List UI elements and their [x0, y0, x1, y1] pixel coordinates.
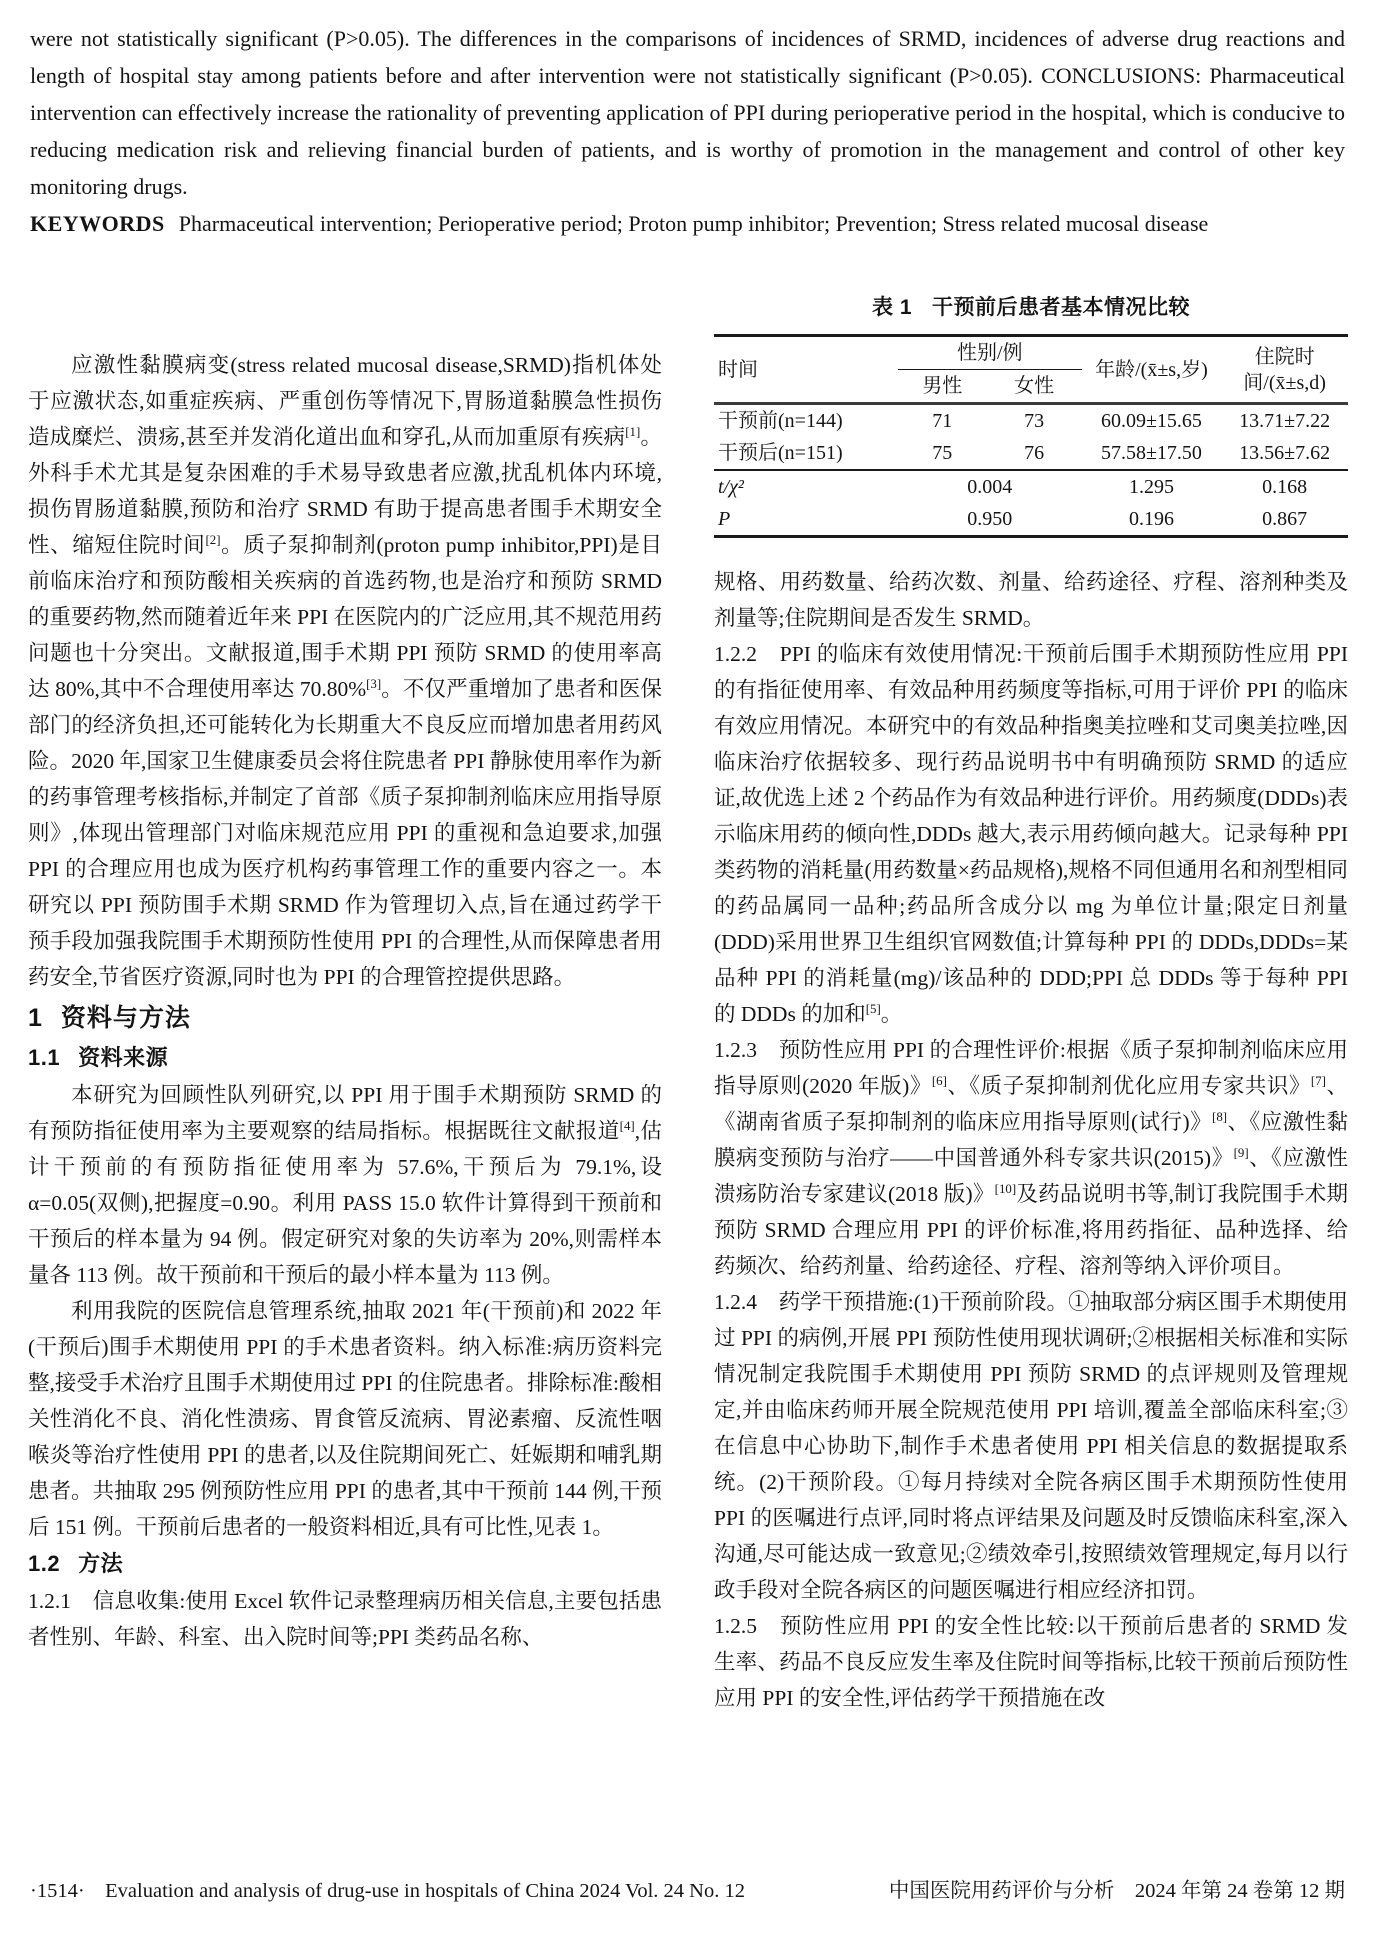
footer-left: ·1514· Evaluation and analysis of drug-use in hospitals of China 2024 Vol. 24 No. 12	[30, 1880, 745, 1902]
stat-row-p	[714, 503, 1348, 537]
stat-label: P	[718, 508, 731, 530]
col-header-female: 女性	[1014, 375, 1055, 397]
col-header-male: 男性	[922, 375, 963, 397]
abstract-section	[30, 20, 1345, 242]
page-footer	[30, 1876, 1345, 1906]
method-paragraph-1-2-2: 1.2.2 PPI 的临床有效使用情况:干预前后围手术期预防性应用 PPI 的有指征使用率、有效品种用药频度等指标,可用于评价 PPI 的临床有效应用情况。本研究中的有效品种指奥美拉唑和艾司奥美拉唑,因临床治疗依据较多、现行药品说明书中有明确预防 SRMD 的适应证,故优选上述 2 个药品作为有效品种进行评价。用药频度(DDDs)表示临床用药的倾向性,DDDs 越大,表示用药倾向越大。记录每种 PPI 类药物的消耗量(用药数量×药品规格),规格不同但通用名和剂型相同的药品属同一品种;药品所含成分以 mg 为单位计量;限定日剂量(DDD)采用世界卫生组织官网数值;计算每种 PPI 的 DDDs,DDDs=某品种 PPI 的消耗量(mg)/该品种的 DDD;PPI 总 DDDs 等于每种 PPI 的 DDDs 的加和[5]。	[714, 642, 1348, 1026]
table-header	[714, 336, 1348, 404]
cell-female: 73	[1024, 410, 1045, 432]
cell-age: 60.09±15.65	[1100, 410, 1202, 432]
section-heading-1-1	[28, 1039, 662, 1077]
stat-row-t	[714, 470, 1348, 503]
intro-paragraph: 应激性黏膜病变(stress related mucosal disease,SRMD)指机体处于应激状态,如重症疾病、严重创伤等情况下,胃肠道黏膜急性损伤造成糜烂、溃疡,甚至并发消化道出血和穿孔,从而加重原有疾病[1]。外科手术尤其是复杂困难的手术易导致患者应激,扰乱机体内环境,损伤胃肠道黏膜,预防和治疗 SRMD 有助于提高患者围手术期安全性、缩短住院时间[2]。质子泵抑制剂(proton pump inhibitor,PPI)是目前临床治疗和预防酸相关疾病的首选药物,也是治疗和预防 SRMD 的重要药物,然而随着近年来 PPI 在医院内的广泛应用,其不规范用药问题也十分突出。文献报道,围手术期 PPI 预防 SRMD 的使用率高达 80%,其中不合理使用率达 70.80%[3]。不仅严重增加了患者和医保部门的经济负担,还可能转化为长期重大不良反应而增加患者用药风险。2020 年,国家卫生健康委员会将住院患者 PPI 静脉使用率作为新的药事管理考核指标,并制定了首部《质子泵抑制剂临床应用指导原则》,体现出管理部门对临床规范应用 PPI 的重视和急迫要求,加强 PPI 的合理应用也成为医疗机构药事管理工作的重要内容之一。本研究以 PPI 预防围手术期 SRMD 作为管理切入点,旨在通过药学干预手段加强我院围手术期预防性使用 PPI 的合理性,从而保障患者用药安全,节省医疗资源,同时也为 PPI 的合理管控提供思路。	[28, 353, 662, 989]
section-title: 方法	[78, 1551, 124, 1576]
stat-stay: 0.168	[1221, 470, 1348, 503]
col-header-stay: 住院时间/(x̄±s,d)	[1243, 345, 1326, 394]
table-1-grid	[714, 334, 1348, 538]
stat-label: t/χ²	[714, 470, 898, 503]
left-column	[28, 347, 662, 1655]
method-paragraph-1-2-4: 1.2.4 药学干预措施:(1)干预前阶段。①抽取部分病区围手术期使用过 PPI 的病例,开展 PPI 预防性使用现状调研;②根据相关标准和实际情况制定我院围手术期使用 PPI 预防 SRMD 的点评规则及管理规定,并由临床药师开展全院规范使用 PPI 培训,覆盖全部临床科室;③在信息中心协助下,制作手术患者使用 PPI 相关信息的数据提取系统。(2)干预阶段。①每月持续对全院各病区围手术期预防性使用 PPI 的医嘱进行点评,同时将点评结果及问题及时反馈临床科室,深入沟通,尽可能达成一致意见;②绩效牵引,按照绩效管理规定,每月以行政手段对全院各病区的问题医嘱进行相应经济扣罚。	[714, 1290, 1348, 1602]
section-number: 1.1	[28, 1045, 61, 1070]
footer-right: 中国医院用药评价与分析 2024 年第 24 卷第 12 期	[888, 1880, 1345, 1902]
table-number: 表 1	[871, 296, 912, 319]
section-number: 1.2	[28, 1551, 61, 1576]
row-label: 干预前(n=144)	[718, 410, 843, 432]
method-paragraph-continuation: 规格、用药数量、给药次数、剂量、给药途径、疗程、溶剂种类及剂量等;住院期间是否发生 SRMD。	[714, 570, 1348, 630]
section-heading-1-2	[28, 1545, 662, 1583]
right-column	[714, 288, 1348, 1716]
keywords-text: Pharmaceutical intervention; Perioperative period; Proton pump inhibitor; Prevention; Stress related mucosal disease	[178, 211, 1209, 236]
section-number: 1	[28, 1004, 43, 1032]
cell-female: 76	[1024, 442, 1045, 464]
stat-stay: 0.867	[1262, 508, 1308, 530]
method-paragraph-1-2-3: 1.2.3 预防性应用 PPI 的合理性评价:根据《质子泵抑制剂临床应用指导原则(2020 年版)》[6]、《质子泵抑制剂优化应用专家共识》[7]、《湖南省质子泵抑制剂的临床应用指导原则(试行)》[8]、《应激性黏膜病变预防与治疗——中国普通外科专家共识(2015)》[9]、《应激性溃疡防治专家建议(2018 版)》[10]及药品说明书等,制订我院围手术期预防 SRMD 合理应用 PPI 的评价标准,将用药指征、品种选择、给药频次、给药剂量、给药途径、疗程、溶剂等纳入评价项目。	[714, 1038, 1348, 1278]
method-paragraph-1-2-1: 1.2.1 信息收集:使用 Excel 软件记录整理病历相关信息,主要包括患者性别、年龄、科室、出入院时间等;PPI 类药品名称、	[28, 1589, 662, 1649]
table-row	[714, 404, 1348, 438]
stat-sex: 0.950	[967, 508, 1013, 530]
table-1-title	[714, 290, 1348, 326]
cell-stay: 13.71±7.22	[1239, 410, 1331, 432]
col-header-age: 年龄/(x̄±s,岁)	[1095, 358, 1208, 381]
stat-age: 1.295	[1082, 470, 1221, 503]
col-header-sex: 性别/例	[898, 336, 1082, 370]
cell-stay: 13.56±7.62	[1239, 442, 1331, 464]
table-caption: 干预前后患者基本情况比较	[932, 296, 1190, 319]
section-title: 资料来源	[78, 1045, 169, 1070]
stat-sex: 0.004	[898, 470, 1082, 503]
keywords-line	[30, 205, 1345, 242]
cell-male: 71	[932, 410, 953, 432]
table-row	[714, 437, 1348, 470]
cell-age: 57.58±17.50	[1100, 442, 1202, 464]
keywords-label: KEYWORDS	[30, 211, 165, 236]
stat-age: 0.196	[1128, 508, 1174, 530]
data-source-paragraph-2: 利用我院的医院信息管理系统,抽取 2021 年(干预前)和 2022 年(干预后)围手术期使用 PPI 的手术患者资料。纳入标准:病历资料完整,接受手术治疗且围手术期使用过 PPI 的住院患者。排除标准:酸相关性消化不良、消化性溃疡、胃食管反流病、胃泌素瘤、反流性咽喉炎等治疗性使用 PPI 的患者,以及住院期间死亡、妊娠期和哺乳期患者。共抽取 295 例预防性应用 PPI 的患者,其中干预前 144 例,干预后 151 例。干预前后患者的一般资料相近,具有可比性,见表 1。	[28, 1299, 662, 1539]
table-1	[714, 290, 1348, 538]
cell-male: 75	[932, 442, 953, 464]
section-title: 资料与方法	[60, 1004, 191, 1032]
abstract-text: were not statistically significant (P>0.05). The differences in the comparisons of incidences of SRMD, incidences of adverse drug reactions and length of hospital stay among patients before and after intervention were not statistically significant (P>0.05). CONCLUSIONS: Pharmaceutical intervention can effectively increase the rationality of preventing application of PPI during perioperative period in the hospital, which is conducive to reducing medication risk and relieving financial burden of patients, and is worthy of promotion in the management and control of other key monitoring drugs.	[30, 26, 1345, 199]
section-heading-1	[28, 997, 662, 1039]
col-header-time: 时间	[718, 358, 758, 381]
method-paragraph-1-2-5: 1.2.5 预防性应用 PPI 的安全性比较:以干预前后患者的 SRMD 发生率、药品不良反应发生率及住院时间等指标,比较干预前后预防性应用 PPI 的安全性,评估药学干预措施在改	[714, 1614, 1348, 1710]
data-source-paragraph-1: 本研究为回顾性队列研究,以 PPI 用于围手术期预防 SRMD 的有预防指征使用率为主要观察的结局指标。根据既往文献报道[4],估计干预前的有预防指征使用率为 57.6%,干预后为 79.1%,设 α=0.05(双侧),把握度=0.90。利用 PASS 15.0 软件计算得到干预前和干预后的样本量为 94 例。假定研究对象的失访率为 20%,则需样本量各 113 例。故干预前和干预后的最小样本量为 113 例。	[28, 1083, 662, 1287]
row-label: 干预后(n=151)	[718, 442, 843, 464]
